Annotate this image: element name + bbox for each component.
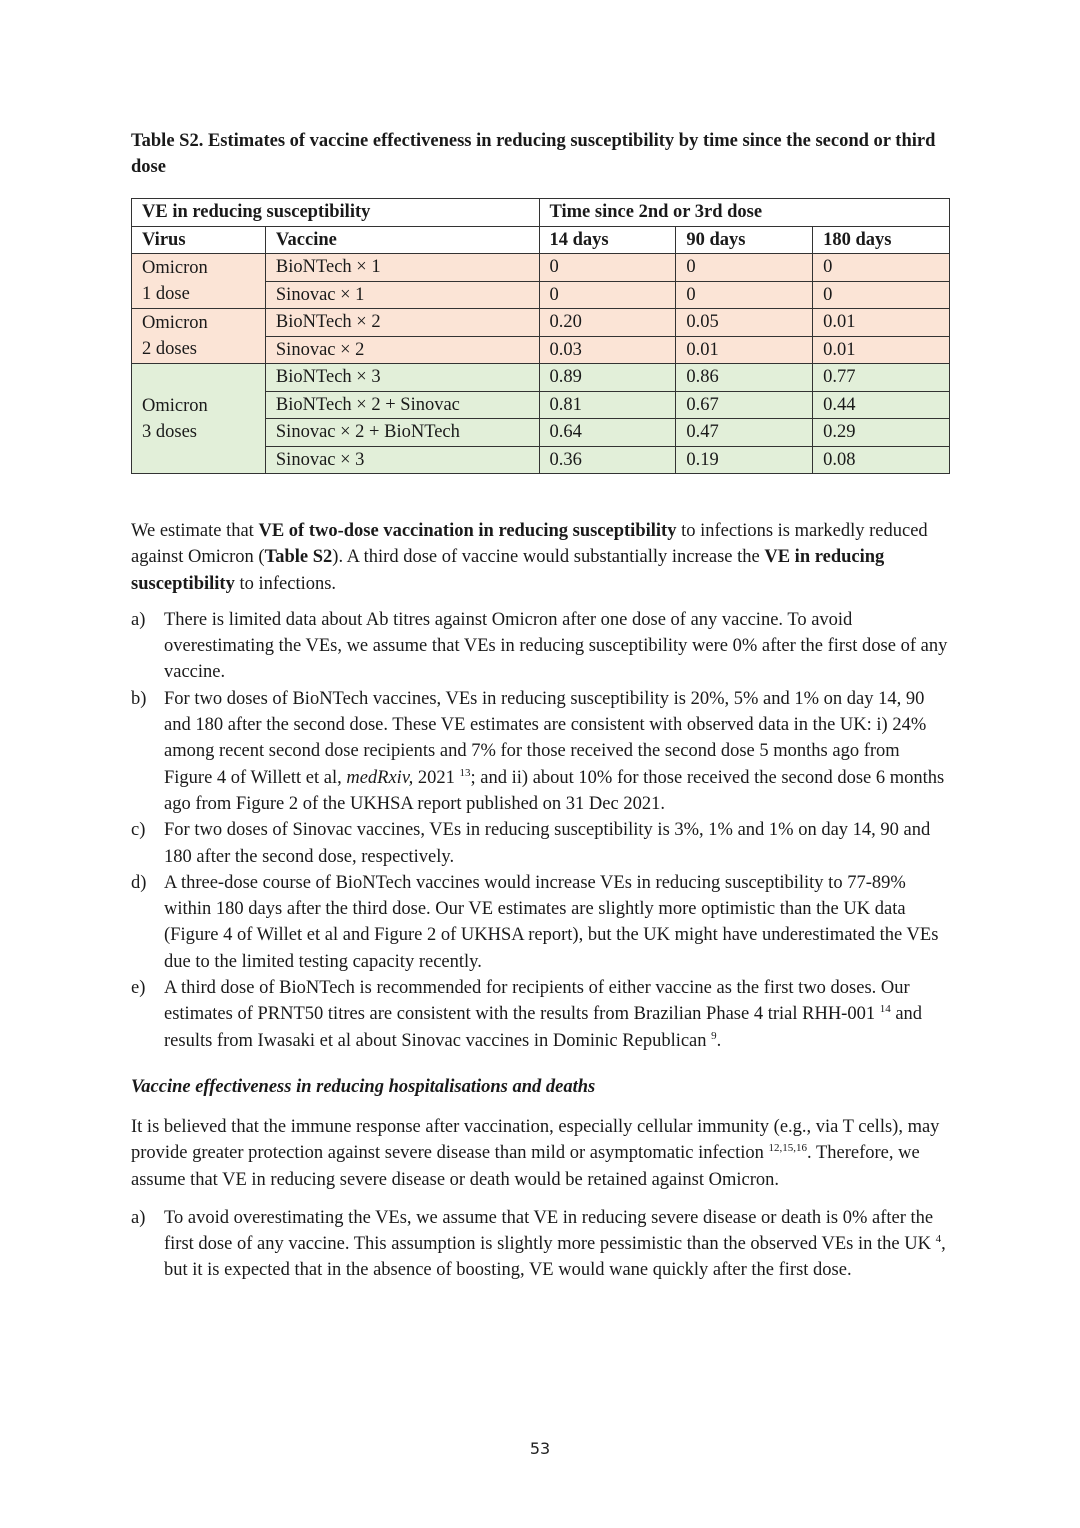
vaccine-cell: Sinovac × 1 — [265, 281, 539, 309]
list-item: a) To avoid overestimating the VEs, we assume that VE in reducing severe disease or death is 0% after the first dose of any vaccine. This assumption is slightly more pessimistic than the observed VEs in the UK $^4$, but it is expected that in the absence of boosting, VE would wane quickly after the first dose. — [131, 1207, 946, 1281]
document-page — [131, 128, 949, 1284]
value-cell: 0.47 — [676, 419, 813, 447]
value-cell: 0 — [539, 254, 676, 282]
section-paragraph: It is believed that the immune response after vaccination, especially cellular immunity (e.g., via T cells), may provide greater protection against severe disease than mild or asymptomatic infection $^{12,15,16}$. Therefore, we assume that VE in reducing severe disease or death would be retained against Omicron. — [131, 1116, 940, 1190]
vaccine-cell: BioNTech × 2 — [265, 309, 539, 337]
value-cell: 0.77 — [813, 364, 950, 392]
susceptibility-notes-list — [131, 607, 949, 1054]
vaccine-cell: BioNTech × 3 — [265, 364, 539, 392]
value-cell: 0.19 — [676, 446, 813, 474]
value-cell: 0 — [539, 281, 676, 309]
col-14days: 14 days — [539, 226, 676, 254]
value-cell: 0.01 — [813, 336, 950, 364]
value-cell: 0 — [676, 281, 813, 309]
col-180days: 180 days — [813, 226, 950, 254]
page-number: 53 — [529, 1439, 551, 1458]
vaccine-cell: BioNTech × 2 + Sinovac — [265, 391, 539, 419]
value-cell: 0 — [813, 281, 950, 309]
summary-paragraph: We estimate that VE of two-dose vaccination in reducing susceptibility to infections is markedly reduced against Omicron (Table S2). A third dose of vaccine would substantially increase the VE in reducing susceptibility to infections. — [131, 521, 928, 594]
value-cell: 0.89 — [539, 364, 676, 392]
value-cell: 0.29 — [813, 419, 950, 447]
value-cell: 0.03 — [539, 336, 676, 364]
col-virus: Virus — [132, 226, 266, 254]
value-cell: 0.05 — [676, 309, 813, 337]
value-cell: 0.20 — [539, 309, 676, 337]
list-item: b) For two doses of BioNTech vaccines, VEs in reducing susceptibility is 20%, 5% and 1% on day 14, 90 and 180 after the second dose. These VE estimates are consistent with observed data in the UK: i) 24% among recent second dose recipients and 7% for those received the second dose 5 months ago from Figure 4 of Willett et al, medRxiv, 2021 $^{13}$; and ii) about 10% for those received the second dose 6 months ago from Figure 2 of the UKHSA report published on 31 Dec 2021. — [131, 688, 945, 814]
vaccine-cell: BioNTech × 1 — [265, 254, 539, 282]
value-cell: 0 — [813, 254, 950, 282]
value-cell: 0.36 — [539, 446, 676, 474]
table-header-group-row — [132, 199, 950, 227]
value-cell: 0.81 — [539, 391, 676, 419]
value-cell: 0.86 — [676, 364, 813, 392]
col-90days: 90 days — [676, 226, 813, 254]
list-item: e) A third dose of BioNTech is recommended for recipients of either vaccine as the first two doses. Our estimates of PRNT50 titres are consistent with the results from Brazilian Phase 4 trial RHH-001 $^{14}$ and results from Iwasaki et al about Sinovac vaccines in Dominic Republican $^9$. — [131, 978, 923, 1051]
vaccine-cell: Sinovac × 2 + BioNTech — [265, 419, 539, 447]
ve-table — [131, 198, 950, 474]
severe-disease-notes-list — [131, 1205, 949, 1284]
value-cell: 0.01 — [676, 336, 813, 364]
virus-cell: Omicron 3 doses — [132, 364, 266, 474]
value-cell: 0.64 — [539, 419, 676, 447]
table-header-row — [132, 226, 950, 254]
col-vaccine: Vaccine — [265, 226, 539, 254]
vaccine-cell: Sinovac × 3 — [265, 446, 539, 474]
value-cell: 0.44 — [813, 391, 950, 419]
virus-cell: Omicron 1 dose — [132, 254, 266, 309]
vaccine-cell: Sinovac × 2 — [265, 336, 539, 364]
value-cell: 0.01 — [813, 309, 950, 337]
header-ve: VE in reducing susceptibility — [132, 199, 540, 227]
list-item: a) There is limited data about Ab titres against Omicron after one dose of any vaccine. To avoid overestimating the VEs, we assume that VEs in reducing susceptibility were 0% after the first dose of any vaccine. — [131, 609, 948, 683]
virus-cell: Omicron 2 doses — [132, 309, 266, 364]
header-time: Time since 2nd or 3rd dose — [539, 199, 950, 227]
table-row — [132, 364, 950, 392]
table-caption: Table S2. Estimates of vaccine effectiveness in reducing susceptibility by time since the second or third dose — [131, 131, 936, 177]
table-row — [132, 309, 950, 337]
list-item: c) For two doses of Sinovac vaccines, VEs in reducing susceptibility is 3%, 1% and 1% on day 14, 90 and 180 after the second dose, respectively. — [131, 820, 931, 867]
value-cell: 0.67 — [676, 391, 813, 419]
section-heading: Vaccine effectiveness in reducing hospitalisations and deaths — [131, 1076, 596, 1097]
list-item: d) A three-dose course of BioNTech vaccines would increase VEs in reducing susceptibility to 77-89% within 180 days after the third dose. Our VE estimates are slightly more optimistic than the UK data (Figure 4 of Willet et al and Figure 2 of UKHSA report), but the UK might have underestimated the VEs due to the limited testing capacity recently. — [131, 872, 939, 972]
value-cell: 0 — [676, 254, 813, 282]
value-cell: 0.08 — [813, 446, 950, 474]
table-row — [132, 254, 950, 282]
